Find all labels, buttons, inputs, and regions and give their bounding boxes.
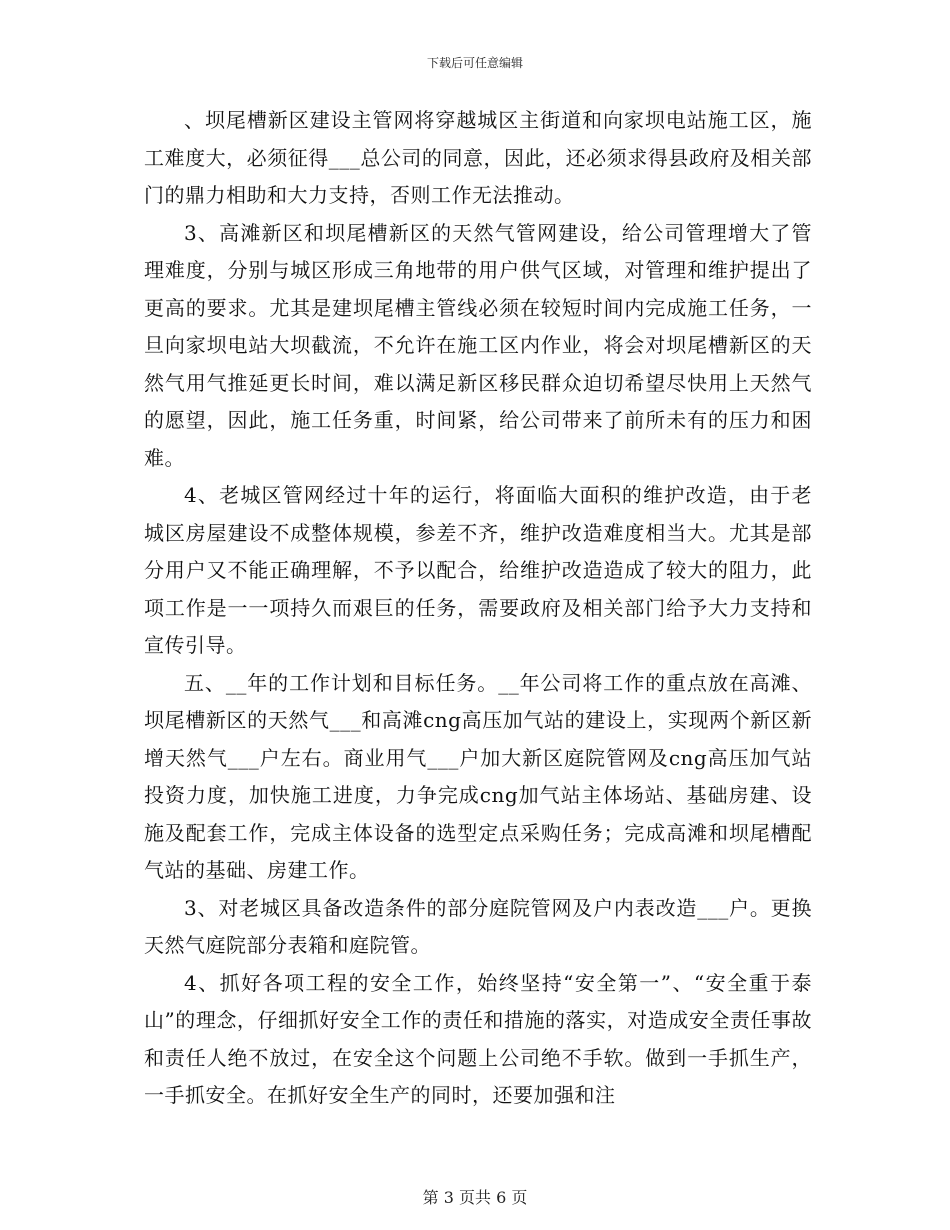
paragraph-1: 、坝尾槽新区建设主管网将穿越城区主街道和向家坝电站施工区，施工难度大，必须征得___总公司的同意，因此，还必须求得县政府及相关部门的鼎力相助和大力支持，否则工作无法推动。 (144, 108, 812, 207)
document-body (144, 102, 812, 1115)
paragraph-3: 4、老城区管网经过十年的运行，将面临大面积的维护改造，由于老城区房屋建设不成整体规模，参差不齐，维护改造难度相当大。尤其是部分用户又不能正确理解，不予以配合，给维护改造造成了较大的阻力，此项工作是一一项持久而艰巨的任务，需要政府及相关部门给予大力支持和宣传引导。 (144, 483, 812, 657)
paragraph-5: 3、对老城区具备改造条件的部分庭院管网及户内表改造___户。更换天然气庭院部分表箱和庭院管。 (144, 895, 812, 957)
page-header: 下载后可任意编辑 (426, 56, 523, 70)
paragraph-6: 4、抓好各项工程的安全工作，始终坚持“安全第一”、“安全重于泰山”的理念，仔细抓好安全工作的责任和措施的落实，对造成安全责任事故和责任人绝不放过，在安全这个问题上公司绝不手软。做到一手抓生产，一手抓安全。在抓好安全生产的同时，还要加强和注 (144, 970, 812, 1107)
paragraph-2: 3、高滩新区和坝尾槽新区的天然气管网建设，给公司管理增大了管理难度，分别与城区形成三角地带的用户供气区域，对管理和维护提出了更高的要求。尤其是建坝尾槽主管线必须在较短时间内完成施工任务，一旦向家坝电站大坝截流，不允许在施工区内作业，将会对坝尾槽新区的天然气用气推延更长时间，难以满足新区移民群众迫切希望尽快用上天然气的愿望，因此，施工任务重，时间紧，给公司带来了前所未有的压力和困难。 (144, 220, 812, 470)
paragraph-4: 五、__年的工作计划和目标任务。__年公司将工作的重点放在高滩、坝尾槽新区的天然气___和高滩cng高压加气站的建设上，实现两个新区新增天然气___户左右。商业用气___户加大新区庭院管网及cng高压加气站投资力度，加快施工进度，力争完成cng加气站主体场站、基础房建、设施及配套工作，完成主体设备的选型定点采购任务；完成高滩和坝尾槽配气站的基础、房建工作。 (144, 670, 812, 882)
page-number: 第 3 页共 6 页 (422, 1188, 528, 1207)
